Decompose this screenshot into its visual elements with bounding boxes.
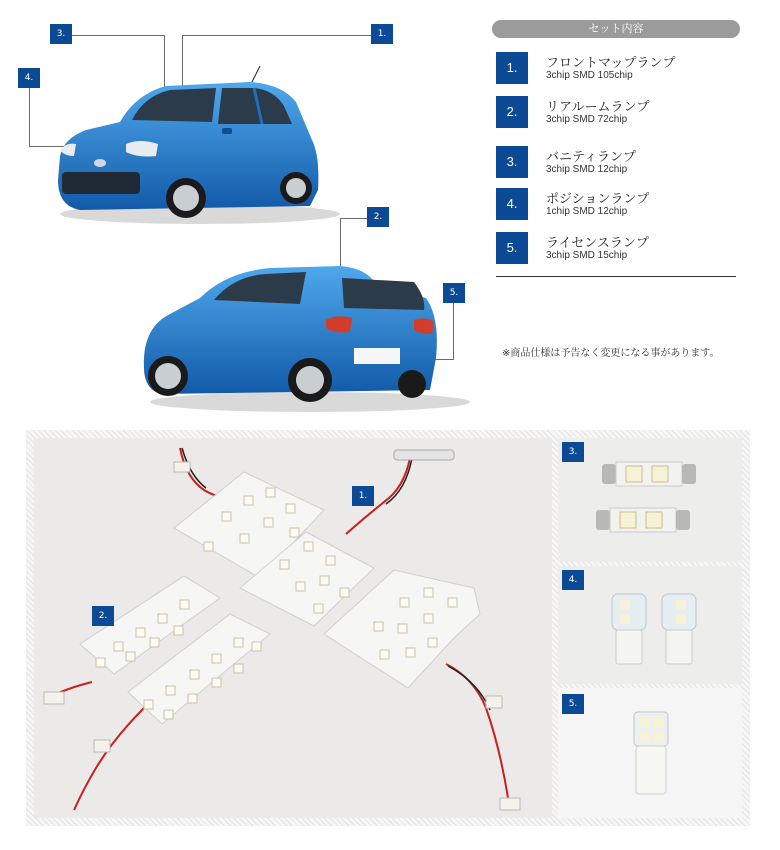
license-lamp-photo bbox=[558, 688, 742, 818]
set-item-name: リアルームランプ bbox=[546, 100, 650, 115]
front-car-image bbox=[40, 60, 340, 230]
set-contents-header: セット内容 bbox=[492, 20, 740, 38]
leader-4-v bbox=[29, 88, 30, 146]
set-item-1 bbox=[496, 52, 740, 84]
callout-1-photo: 1. bbox=[352, 486, 374, 506]
set-contents-panel bbox=[492, 20, 740, 261]
leader-3 bbox=[72, 35, 164, 36]
callout-1-front: 1. bbox=[371, 24, 393, 44]
set-item-spec: 3chip SMD 105chip bbox=[546, 70, 633, 81]
product-photo-frame bbox=[26, 430, 750, 826]
callout-2-rear: 2. bbox=[367, 207, 389, 227]
set-item-name: ポジションランプ bbox=[546, 192, 650, 207]
callout-3-front: 3. bbox=[50, 24, 72, 44]
set-item-number: 2. bbox=[496, 96, 528, 128]
set-item-2 bbox=[496, 96, 740, 128]
set-item-3 bbox=[496, 146, 740, 178]
led-panels-photo bbox=[34, 438, 552, 818]
set-item-name: フロントマップランプ bbox=[546, 56, 676, 71]
callout-2-photo: 2. bbox=[92, 606, 114, 626]
set-item-number: 4. bbox=[496, 188, 528, 220]
callout-3-photo: 3. bbox=[562, 442, 584, 462]
vanity-lamp-photo bbox=[558, 438, 742, 562]
set-item-number: 5. bbox=[496, 232, 528, 264]
leader-2 bbox=[340, 218, 367, 219]
led-panels-image bbox=[34, 438, 552, 818]
set-item-4 bbox=[496, 188, 740, 220]
callout-5-rear: 5. bbox=[443, 283, 465, 303]
set-item-number: 1. bbox=[496, 52, 528, 84]
callout-4-photo: 4. bbox=[562, 570, 584, 590]
vanity-bulbs-image bbox=[558, 438, 742, 562]
set-item-spec: 3chip SMD 72chip bbox=[546, 114, 628, 125]
set-contents-divider bbox=[496, 276, 736, 277]
rear-car-image bbox=[130, 258, 470, 418]
set-item-spec: 3chip SMD 15chip bbox=[546, 250, 628, 261]
set-item-number: 3. bbox=[496, 146, 528, 178]
callout-5-photo: 5. bbox=[562, 694, 584, 714]
set-item-name: バニティランプ bbox=[546, 150, 636, 165]
position-lamp-photo bbox=[558, 566, 742, 684]
position-bulbs-image bbox=[558, 566, 742, 684]
set-item-spec: 3chip SMD 12chip bbox=[546, 164, 628, 175]
set-item-5 bbox=[496, 232, 740, 264]
spec-change-note: ※商品仕様は予告なく変更になる事があります。 bbox=[502, 348, 720, 359]
callout-4-front: 4. bbox=[18, 68, 40, 88]
leader-1 bbox=[182, 35, 371, 36]
set-item-spec: 1chip SMD 12chip bbox=[546, 206, 628, 217]
license-bulb-image bbox=[558, 688, 742, 818]
set-item-name: ライセンスランプ bbox=[546, 236, 649, 251]
